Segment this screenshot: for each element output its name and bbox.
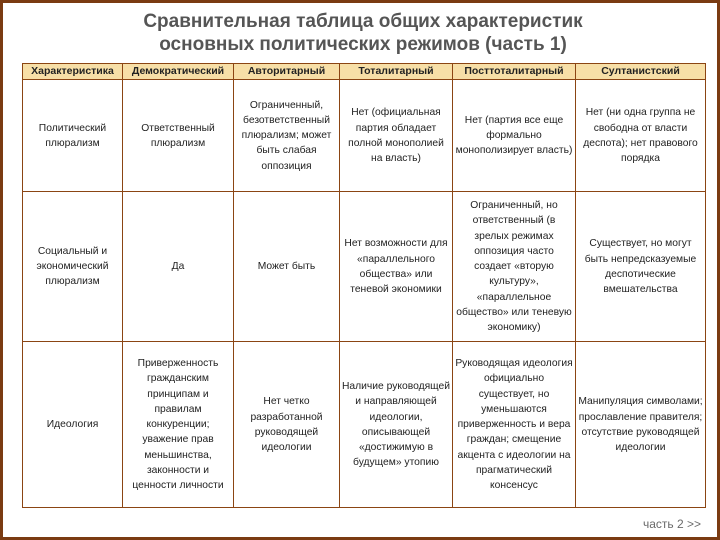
table-cell: Руководящая идеология официально существует, но уменьшаются приверженность и вера граждан; смещение акцента с идеологии на прагматический консенсус <box>453 342 576 508</box>
table-cell: Ограниченный, безответственный плюрализм; может быть слабая оппозиция <box>234 80 340 192</box>
table-cell: Ограниченный, но ответственный (в зрелых режимах оппозиция часто создает «вторую культуру», «параллельное общество» или теневую экономику) <box>453 192 576 342</box>
table-cell: Нет (ни одна группа не свободна от власти деспота); нет правового порядка <box>576 80 706 192</box>
table-row <box>23 80 706 192</box>
table-row <box>23 192 706 342</box>
table-cell: Социальный и экономический плюрализм <box>23 192 123 342</box>
table-cell: Нет четко разработанной руководящей идеологии <box>234 342 340 508</box>
table-cell: Идеология <box>23 342 123 508</box>
table-cell: Да <box>123 192 234 342</box>
title-line-2: основных политических режимов (часть 1) <box>159 34 567 55</box>
table-cell: Нет (официальная партия обладает полной монополией на власть) <box>340 80 453 192</box>
comparison-table <box>22 63 706 508</box>
header-democratic: Демократический <box>123 64 234 80</box>
table-cell: Приверженность гражданским принципам и правилам конкуренции; уважение прав меньшинства, законности и ценности личности <box>123 342 234 508</box>
header-totalitarian: Тоталитарный <box>340 64 453 80</box>
table-cell: Наличие руководящей и направляющей идеологии, описывающей «достижимую в будущем» утопию <box>340 342 453 508</box>
table-cell: Нет (партия все еще формально монополизирует власть) <box>453 80 576 192</box>
header-posttotalitarian: Посттоталитарный <box>453 64 576 80</box>
header-sultanistic: Султанистский <box>576 64 706 80</box>
table-cell: Политический плюрализм <box>23 80 123 192</box>
header-authoritarian: Авторитарный <box>234 64 340 80</box>
title-line-1: Сравнительная таблица общих характеристик <box>143 11 583 32</box>
table-cell: Нет возможности для «параллельного общества» или теневой экономики <box>340 192 453 342</box>
page-title <box>3 10 720 56</box>
next-part-link[interactable]: часть 2 >> <box>642 517 701 531</box>
header-characteristic: Характеристика <box>23 64 123 80</box>
table-cell: Ответственный плюрализм <box>123 80 234 192</box>
table-header-row <box>23 64 706 80</box>
table-cell: Существует, но могут быть непредсказуемые деспотические вмешательства <box>576 192 706 342</box>
table-cell: Манипуляция символами; прославление правителя; отсутствие руководящей идеологии <box>576 342 706 508</box>
table-row <box>23 342 706 508</box>
table-cell: Может быть <box>234 192 340 342</box>
